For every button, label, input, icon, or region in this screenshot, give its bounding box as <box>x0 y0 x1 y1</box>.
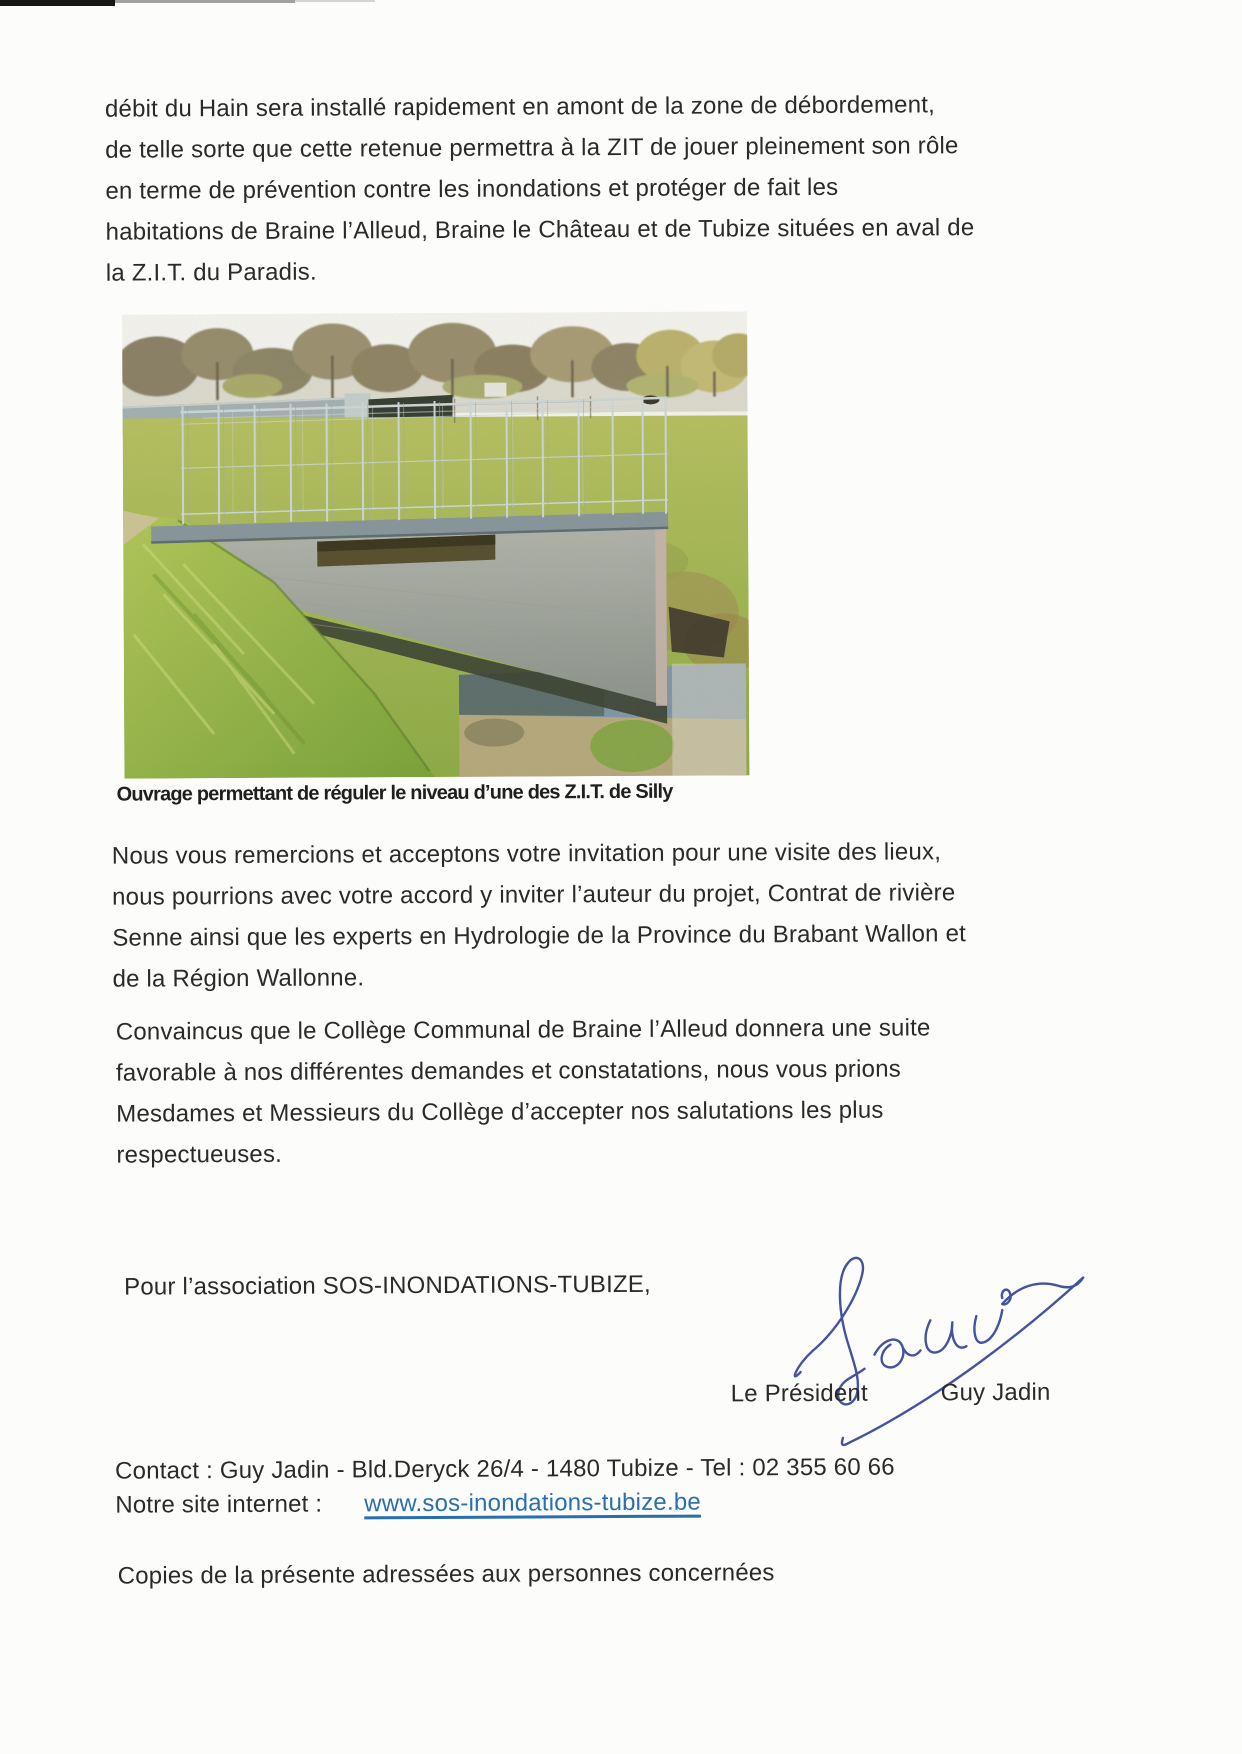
signature-title: Le Président <box>730 1379 868 1408</box>
handwritten-signature <box>790 1246 1091 1460</box>
photo-grain-overlay <box>122 311 749 778</box>
paragraph-invitation: Nous vous remercions et acceptons votre invitation pour une visite des lieux, nous pourrions avec votre accord y inviter l’auteur du projet, Contrat de rivière Senne ainsi que les experts en Hydrologie de la Province du Brabant Wallon et de la Région Wallonne. <box>111 838 967 993</box>
association-line: Pour l’association SOS-INONDATIONS-TUBIZE, <box>124 1270 651 1301</box>
website-line <box>115 1486 701 1523</box>
copies-line: Copies de la présente adressées aux personnes concernées <box>117 1559 775 1590</box>
signatory-name: Guy Jadin <box>940 1378 1051 1407</box>
photo-zit-regulation-structure <box>122 311 749 778</box>
contact-line: Contact : Guy Jadin - Bld.Deryck 26/4 - 1480 Tubize - Tel : 02 355 60 66 <box>115 1453 895 1485</box>
photo-caption: Ouvrage permettant de réguler le niveau d’une des Z.I.T. de Silly <box>116 780 673 806</box>
website-label: Notre site internet : <box>115 1490 323 1519</box>
paragraph-intro: débit du Hain sera installé rapidement en amont de la zone de débordement, de telle sorte que cette retenue permettra à la ZIT de jouer pleinement son rôle en terme de prévention contre les inondations et protéger de fait les habitations de Braine l’Alleud, Braine le Château et de Tubize situées en aval de la Z.I.T. du Paradis. <box>104 91 975 287</box>
paragraph-closing: Convaincus que le Collège Communal de Braine l’Alleud donnera une suite favorable à nos différentes demandes et constatations, nous vous prions Mesdames et Messieurs du Collège d’accepter nos salutations les plus respectueuses. <box>115 1014 931 1169</box>
photo-figure <box>116 311 750 806</box>
website-link[interactable]: www.sos-inondations-tubize.be <box>364 1488 701 1518</box>
